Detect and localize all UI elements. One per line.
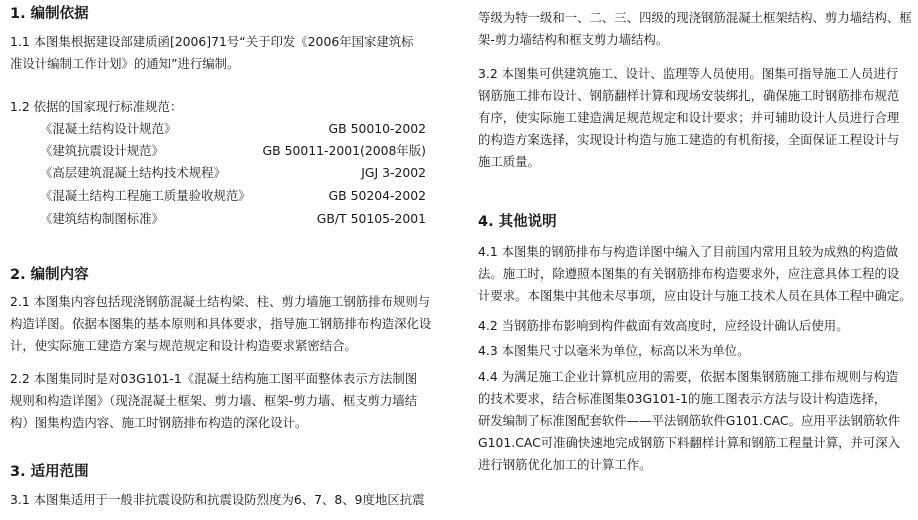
- para-2-2: [10, 368, 417, 434]
- para-3-2: [478, 63, 899, 173]
- standard-code: GB 50010-2002: [328, 121, 426, 136]
- para-4-4-line: 4.4 为满足施工企业计算机应用的需要，依据本图集钢筋施工排布规则与构造: [478, 369, 899, 384]
- para-2-1-line: 构造详图。依据本图集的基本原则和具体要求，指导施工钢筋排布构造深化设: [10, 316, 432, 331]
- para-4-1-line: 4.1 本图集的钢筋排布与构造详图中编入了目前国内常用且较为成熟的构造做: [478, 244, 899, 259]
- standard-name: 《混凝土结构工程施工质量验收规范》: [40, 188, 251, 203]
- section-3-title: 3. 适用范围: [10, 464, 89, 480]
- para-4-1-line: 计要求。本图集中其他未尽事项，应由设计与施工技术人员在具体工程中确定。: [478, 288, 912, 303]
- para-3-2-line: 3.2 本图集可供建筑施工、设计、监理等人员使用。图集可指导施工人员进行: [478, 66, 899, 81]
- standard-code: GB 50204-2002: [328, 188, 426, 203]
- para-3-1-line: 等级为特一级和一、二、三、四级的现浇钢筋混凝土框架结构、剪力墙结构、框: [478, 10, 912, 25]
- para-3-2-line: 施工质量。: [478, 154, 540, 169]
- para-1-2-line: 1.2 依据的国家现行标准规范：: [10, 99, 183, 114]
- para-2-2-line: 2.2 本图集同时是对03G101-1《混凝土结构施工图平面整体表示方法制图: [10, 371, 418, 386]
- para-1-1: [10, 31, 414, 75]
- standard-name: 《建筑抗震设计规范》: [40, 143, 164, 158]
- standard-code: JGJ 3-2002: [361, 165, 426, 180]
- para-3-2-line: 钢筋施工排布设计、钢筋翻样计算和现场安装绑扎，确保施工时钢筋排布规范: [478, 88, 900, 103]
- standard-item: [10, 208, 448, 230]
- standard-item: [10, 140, 448, 162]
- para-4-1-line: 法。施工时，除遵照本图集的有关钢筋排布构造要求外，应注意具体工程的设: [478, 266, 900, 281]
- para-3-1-line: 架-剪力墙结构和框支剪力墙结构。: [478, 32, 669, 47]
- para-4-4-line: 进行钢筋优化加工的计算工作。: [478, 457, 652, 472]
- para-3-2-line: 的构造方案选择，实现设计构造与施工建造的有机衔接，全面保证工程设计与: [478, 132, 900, 147]
- para-4-4-line: 的技术要求，结合标准图集03G101-1的施工图表示方法与设计构造选择，: [478, 391, 887, 406]
- standard-name: 《混凝土结构设计规范》: [40, 121, 177, 136]
- para-3-2-line: 有序，使实际施工建造满足规范规定和设计要求；并可辅助设计人员进行合理: [478, 110, 900, 125]
- section-1-title: 1. 编制依据: [10, 6, 89, 22]
- para-2-1: [10, 291, 431, 357]
- section-2-title: 2. 编制内容: [10, 267, 89, 283]
- para-4-2: [478, 315, 849, 337]
- standard-item: [10, 118, 448, 140]
- section-4-title: 4. 其他说明: [478, 214, 557, 230]
- para-2-2-line: 规则和构造详图》（现浇混凝土框架、剪力墙、框架-剪力墙、框支剪力墙结: [10, 393, 418, 408]
- para-4-4-line: G101.CAC可准确快速地完成钢筋下料翻样计算和钢筋工程量计算，并可深入: [478, 435, 901, 450]
- para-4-2-line: 4.2 当钢筋排布影响到构件截面有效高度时，应经设计确认后使用。: [478, 318, 849, 333]
- para-1-2-intro: [10, 96, 182, 118]
- standard-code: GB/T 50105-2001: [316, 211, 426, 226]
- para-2-2-line: 构）图集构造内容、施工时钢筋排布构造的深化设计。: [10, 415, 308, 430]
- standard-name: 《高层建筑混凝土结构技术规程》: [40, 165, 226, 180]
- para-4-3-line: 4.3 本图集尺寸以毫米为单位，标高以米为单位。: [478, 343, 750, 358]
- standard-item: [10, 185, 448, 207]
- standard-item: [10, 162, 448, 184]
- para-4-4-line: 研发编制了标准图配套软件——平法钢筋软件G101.CAC。应用平法钢筋软件: [478, 413, 901, 428]
- para-1-1-line: 1.1 本图集根据建设部建质函[2006]71号“关于印发《2006年国家建筑标: [10, 34, 414, 49]
- para-4-1: [478, 241, 912, 307]
- standard-name: 《建筑结构制图标准》: [40, 211, 164, 226]
- standard-code: GB 50011-2001(2008年版): [262, 143, 426, 158]
- para-4-4: [478, 366, 900, 476]
- para-4-3: [478, 340, 749, 362]
- para-3-1-start: [10, 489, 425, 511]
- para-1-1-line: 准设计编制工作计划》的通知”进行编制。: [10, 56, 240, 71]
- para-2-1-line: 2.1 本图集内容包括现浇钢筋混凝土结构梁、柱、剪力墙施工钢筋排布规则与: [10, 294, 431, 309]
- para-2-1-line: 计，使实际施工建造方案与规范规定和设计构造要求紧密结合。: [10, 338, 357, 353]
- para-3-1-cont: [478, 7, 912, 51]
- para-3-1-line: 3.1 本图集适用于一般非抗震设防和抗震设防烈度为6、7、8、9度地区抗震: [10, 492, 425, 507]
